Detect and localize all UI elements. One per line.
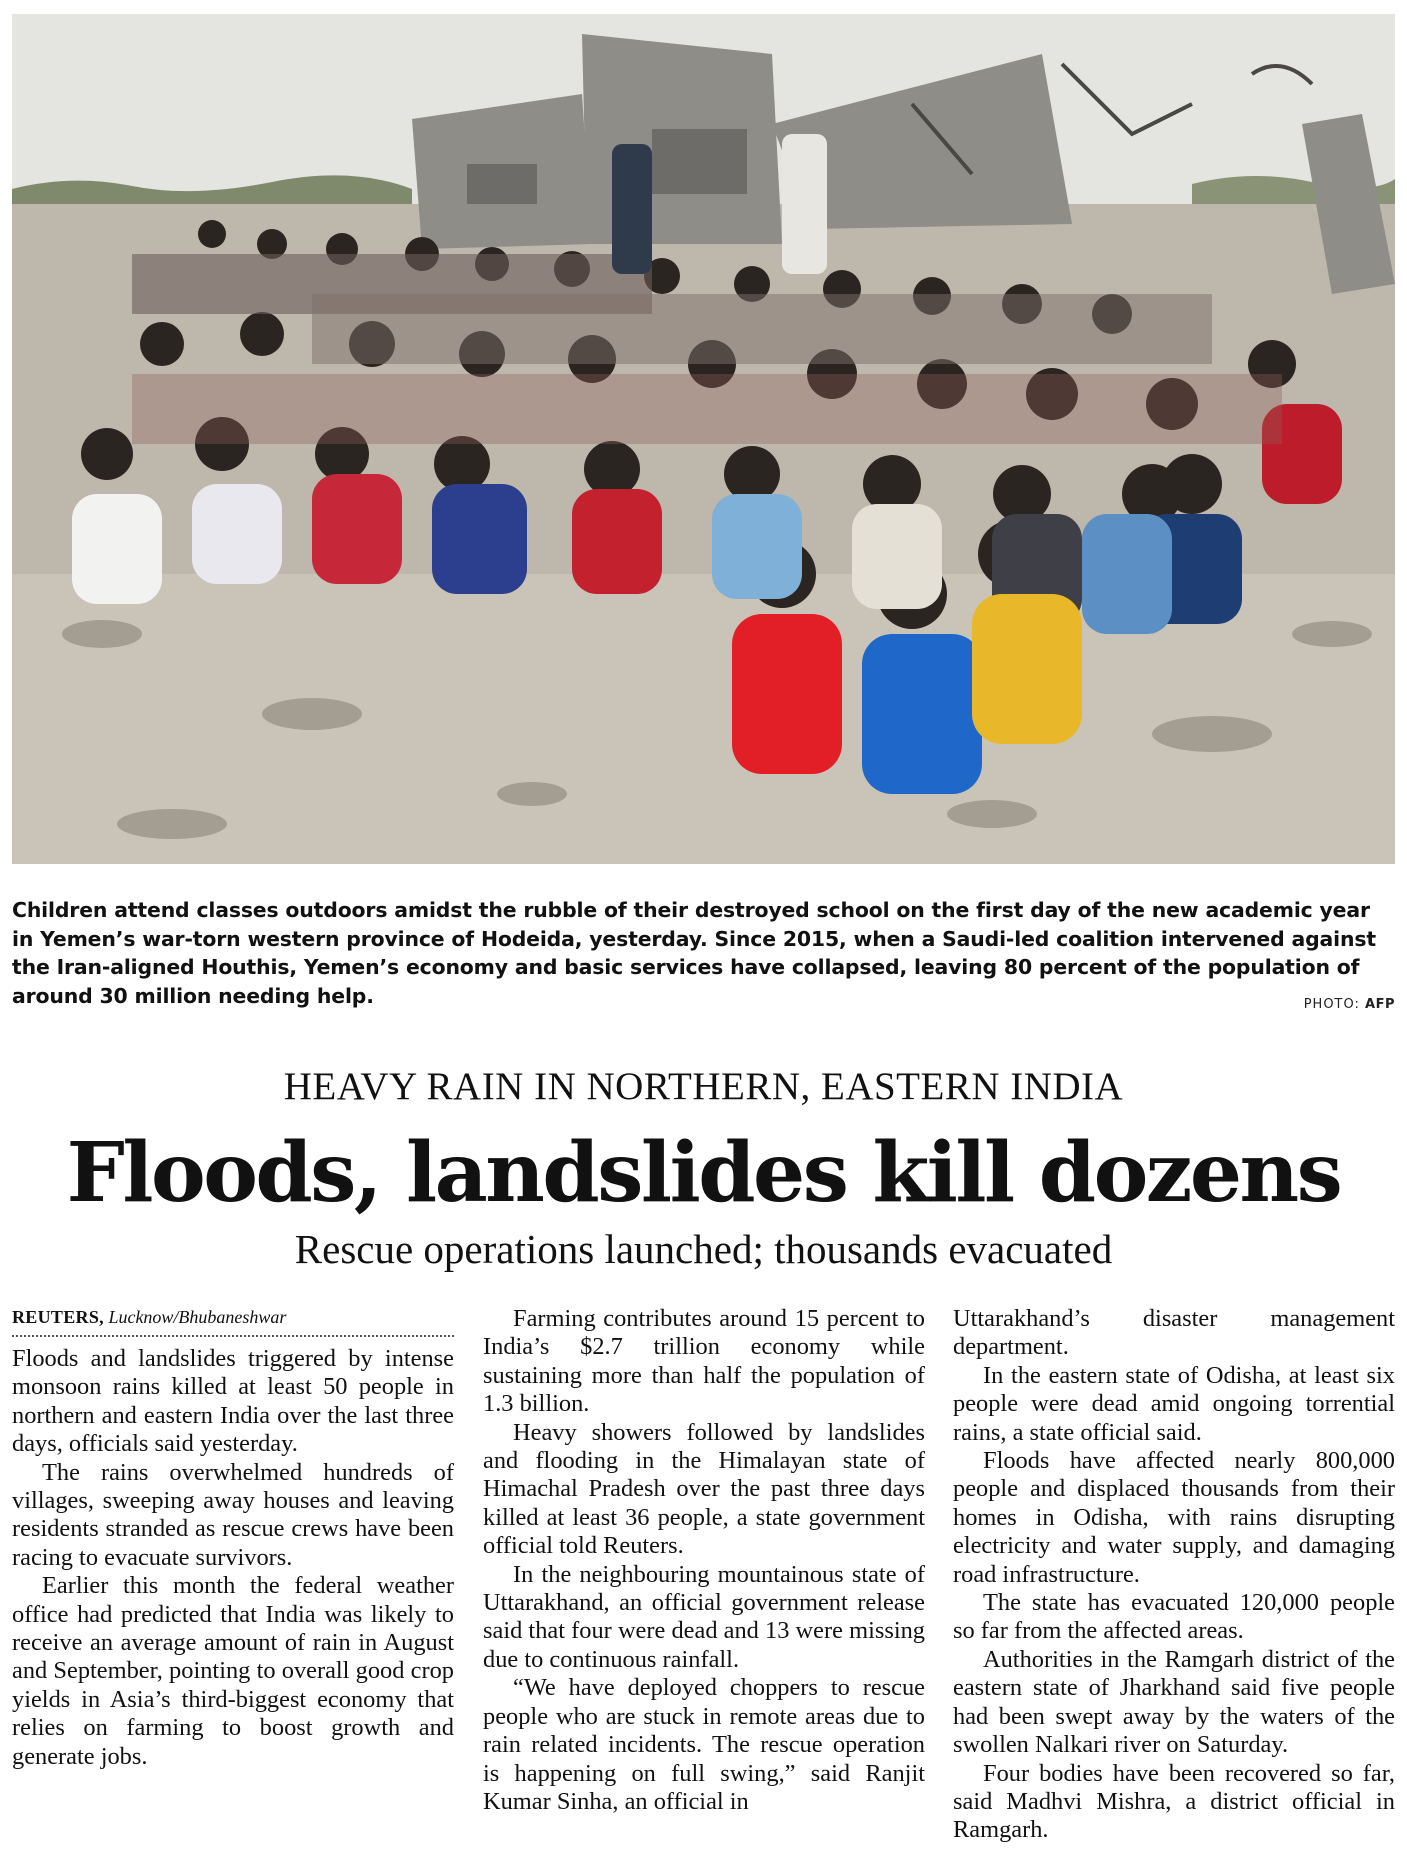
byline-place: Lucknow/Bhubaneshwar: [108, 1307, 287, 1327]
paragraph: Floods have affected nearly 800,000 people and displaced thousands from their homes in Odisha, with rains disrupting electricity and water supply, and damaging road infrastructure.: [953, 1447, 1395, 1588]
article-headline: Floods, landslides kill dozens: [66, 1125, 1341, 1221]
paragraph: Earlier this month the federal weather office had predicted that India was likely to receive an average amount of rain in August and September, pointing to overall good crop yields in Asia’s third-biggest economy that relies on farming to boost growth and generate jobs.: [12, 1572, 454, 1770]
byline-agency: REUTERS,: [12, 1307, 104, 1327]
paragraph: Uttarakhand’s disaster management department.: [953, 1305, 1395, 1361]
photo-credit-source: AFP: [1365, 997, 1395, 1012]
paragraph: In the neighbouring mountainous state of Uttarakhand, an official government release said that four were dead and 13 were missing due to continuous rainfall.: [483, 1560, 925, 1673]
paragraph: The rains overwhelmed hundreds of villages, sweeping away houses and leaving residents stranded as rescue crews have been racing to evacuate survivors.: [12, 1458, 454, 1571]
paragraph: The state has evacuated 120,000 people so far from the affected areas.: [953, 1589, 1395, 1645]
paragraph: Four bodies have been recovered so far, said Madhvi Mishra, a district official in Ramgarh.: [953, 1759, 1395, 1844]
article-kicker: HEAVY RAIN IN NORTHERN, EASTERN INDIA: [283, 1065, 1124, 1108]
paragraph: In the eastern state of Odisha, at least six people were dead amid ongoing torrential rains, a state official said.: [953, 1361, 1395, 1446]
photo-credit: [1304, 997, 1395, 1012]
article-column-2: [483, 1305, 925, 1845]
article-subhead: Rescue operations launched; thousands evacuated: [294, 1226, 1113, 1272]
paragraph: Heavy showers followed by landslides and flooding in the Himalayan state of Himachal Pradesh over the past three days killed at least 36 people, a state government official told Reuters.: [483, 1418, 925, 1560]
article-column-3: [953, 1305, 1395, 1845]
paragraph: Authorities in the Ramgarh district of the eastern state of Jharkhand said five people had been swept away by the waters of the swollen Nalkari river on Saturday.: [953, 1645, 1395, 1759]
byline: [12, 1305, 454, 1337]
photo-illustration: [12, 14, 1395, 864]
news-photo: [12, 14, 1395, 864]
paragraph: Farming contributes around 15 percent to India’s $2.7 trillion economy while sustaining more than half the population of 1.3 billion.: [483, 1305, 925, 1418]
paragraph: Floods and landslides triggered by intense monsoon rains killed at least 50 people in northern and eastern India over the last three days, officials said yesterday.: [12, 1345, 454, 1458]
article-column-1: [12, 1305, 454, 1845]
photo-caption: Children attend classes outdoors amidst the rubble of their destroyed school on the first day of the new academic year in Yemen’s war-torn western province of Hodeida, yesterday. Since 2015, when a Saudi-led coalition intervened against the Iran-aligned Houthis, Yemen’s economy and basic services have collapsed, leaving 80 percent of the population of around 30 million needing help.: [12, 898, 1376, 1008]
photo-credit-label: PHOTO:: [1303, 997, 1360, 1012]
paragraph: “We have deployed choppers to rescue people who are stuck in remote areas due to rain related incidents. The rescue operation is happening on full swing,” said Ranjit Kumar Sinha, an official in: [483, 1674, 925, 1815]
